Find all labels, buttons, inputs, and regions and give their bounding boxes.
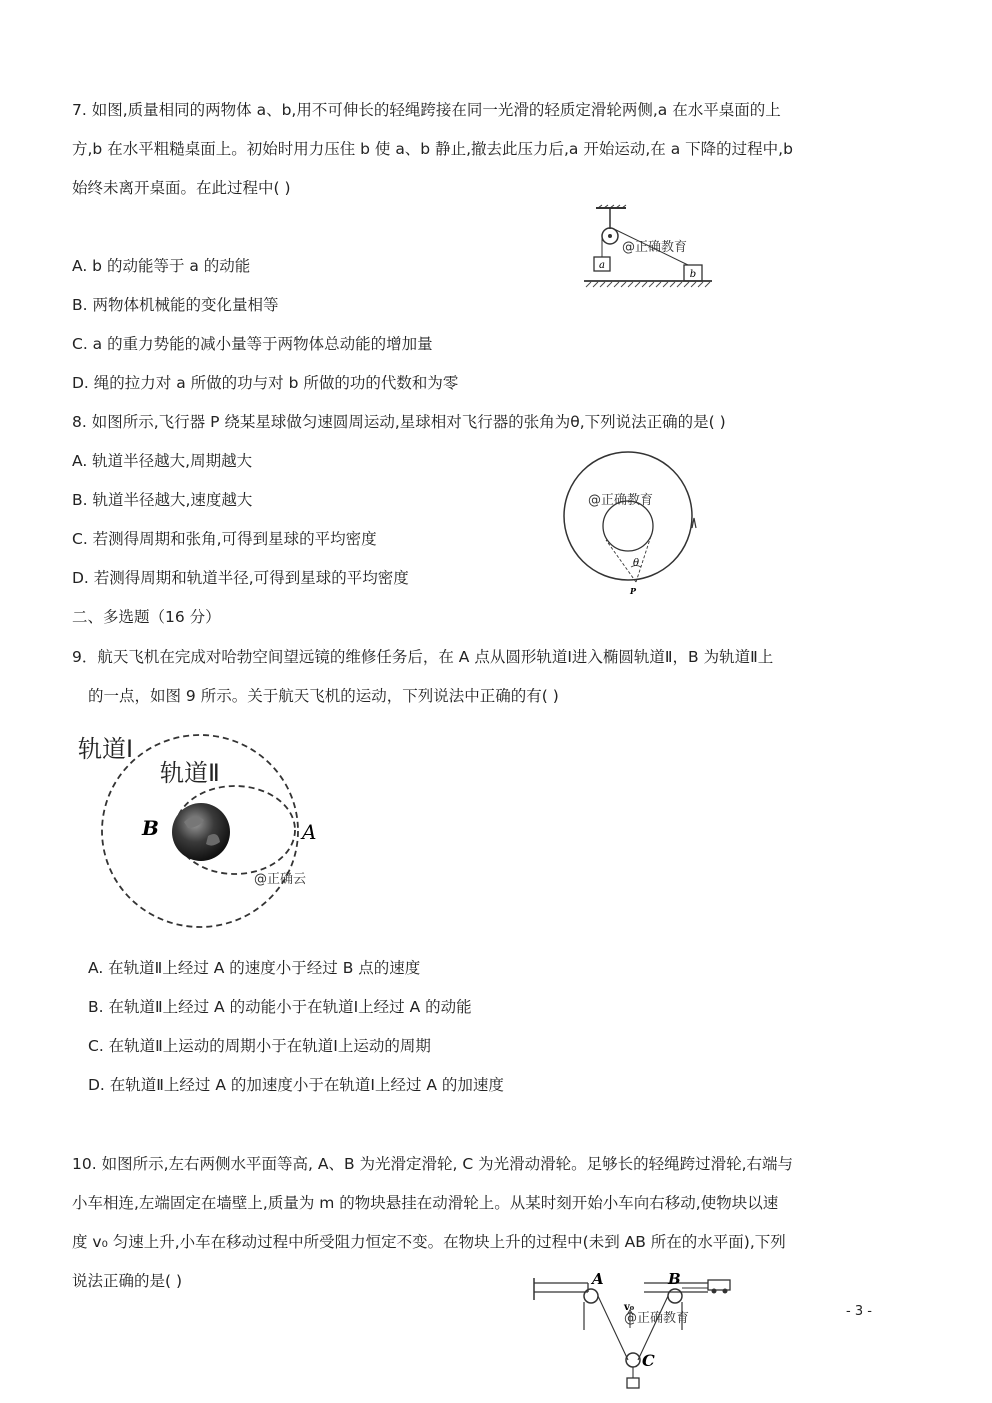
q10-pulley-b-label: B [668,1270,681,1288]
q7-option-a: A. b 的动能等于 a 的动能 [72,257,251,275]
q8-option-b: B. 轨道半径越大,速度越大 [72,491,253,509]
page-number: - 3 - [846,1304,872,1319]
q9-watermark: @正确云 [254,872,307,887]
q9-orbit-1-label: 轨道Ⅰ [78,735,134,763]
earth-icon [172,803,230,861]
q10-pulley-figure [530,1266,745,1398]
q9-point-a-label: A [302,820,317,844]
q7-watermark: @正确教育 [622,240,688,255]
q8-option-c: C. 若测得周期和张角,可得到星球的平均密度 [72,530,377,548]
q7-label-a: a [599,260,605,271]
q7-stem-line-3: 始终未离开桌面。在此过程中( ) [72,179,291,197]
q9-stem-line-2: 的一点，如图 9 所示。关于航天飞机的运动，下列说法中正确的有( ) [88,687,559,705]
q9-option-c: C. 在轨道Ⅱ上运动的周期小于在轨道Ⅰ上运动的周期 [88,1037,431,1055]
q9-point-b-label: B [142,816,159,840]
q10-pulley-c-label: C [642,1351,655,1370]
q10-stem-line-1: 10. 如图所示,左右两侧水平面等高, A、B 为光滑定滑轮, C 为光滑动滑轮。足够长的轻绳跨过滑轮,右端与 [72,1155,794,1173]
q9-option-b: B. 在轨道Ⅱ上经过 A 的动能小于在轨道Ⅰ上经过 A 的动能 [88,998,472,1016]
q7-pulley-figure [582,205,714,297]
q8-orbit-figure [562,440,702,600]
q10-stem-line-3: 度 v₀ 匀速上升,小车在移动过程中所受阻力恒定不变。在物块上升的过程中(未到 AB 所在的水平面),下列 [72,1233,786,1251]
q9-stem-line-1: 9．航天飞机在完成对哈勃空间望远镜的维修任务后，在 A 点从圆形轨道Ⅰ进入椭圆轨道Ⅱ，B 为轨道Ⅱ上 [72,648,774,666]
q9-option-a: A. 在轨道Ⅱ上经过 A 的速度小于经过 B 点的速度 [88,959,421,977]
q8-option-a: A. 轨道半径越大,周期越大 [72,452,253,470]
q8-stem: 8. 如图所示,飞行器 P 绕某星球做匀速圆周运动,星球相对飞行器的张角为θ,下列说法正确的是( ) [72,413,726,431]
q9-option-d: D. 在轨道Ⅱ上经过 A 的加速度小于在轨道Ⅰ上经过 A 的加速度 [88,1076,504,1094]
q7-option-d: D. 绳的拉力对 a 所做的功与对 b 所做的功的代数和为零 [72,374,459,392]
section-multiple-choice-heading: 二、多选题（16 分） [72,608,221,626]
q7-label-b: b [689,269,697,280]
q10-stem-line-4: 说法正确的是( ) [72,1272,183,1290]
q10-watermark: @正确教育 [624,1311,690,1326]
q8-p-label: P [629,586,637,596]
q9-orbit-2-label: 轨道Ⅱ [160,759,220,787]
q10-velocity-label: v₀ [624,1302,635,1313]
q7-stem-line-1: 7. 如图,质量相同的两物体 a、b,用不可伸长的轻绳跨接在同一光滑的轻质定滑轮两侧,a 在水平桌面的上 [72,101,781,119]
q10-pulley-a-label: A [592,1270,604,1288]
q7-option-c: C. a 的重力势能的减小量等于两物体总动能的增加量 [72,335,433,353]
q7-stem-line-2: 方,b 在水平粗糙桌面上。初始时用力压住 b 使 a、b 静止,撤去此压力后,a 开始运动,在 a 下降的过程中,b [72,140,793,158]
q8-watermark: @正确教育 [588,493,654,508]
q10-stem-line-2: 小车相连,左端固定在墙壁上,质量为 m 的物块悬挂在动滑轮上。从某时刻开始小车向右移动,使物块以速 [72,1194,779,1212]
q8-option-d: D. 若测得周期和轨道半径,可得到星球的平均密度 [72,569,409,587]
q8-theta-label: θ [632,558,640,569]
q9-orbit-figure [70,724,330,934]
q7-option-b: B. 两物体机械能的变化量相等 [72,296,279,314]
